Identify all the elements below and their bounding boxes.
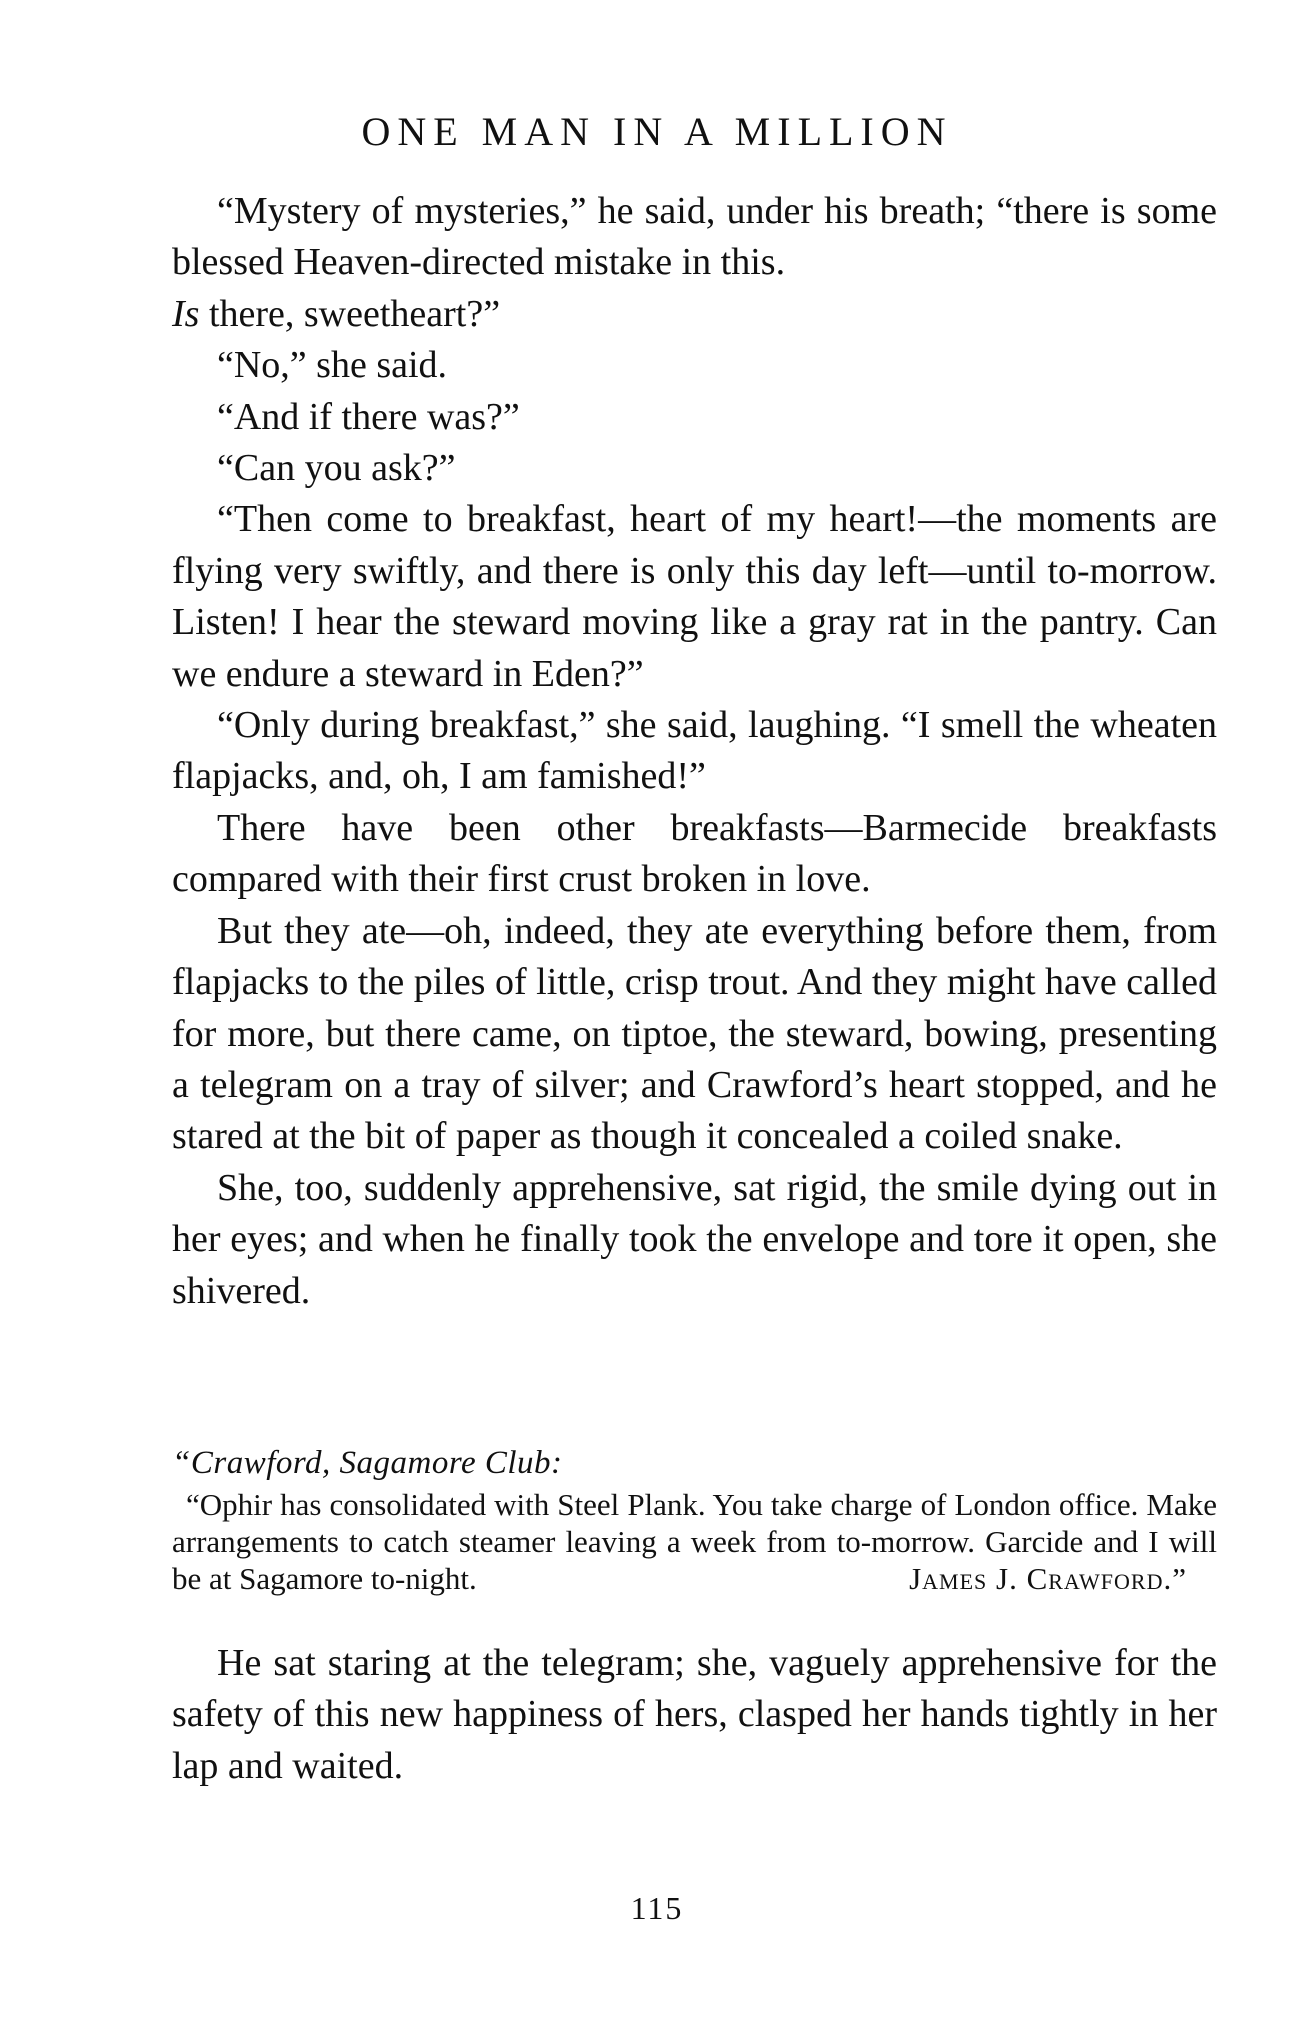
- closing-text: [172, 1638, 1217, 1792]
- paragraph-1-continued-text: there, sweetheart?”: [208, 292, 501, 335]
- paragraph-5: “Then come to breakfast, heart of my heart!—the moments are flying very swiftly, and there is only this day left—until to-morrow. Listen! I hear the steward moving like a gray rat in the pantry. Can we endure a steward in Eden?”: [172, 498, 1217, 695]
- emphasis-word: Is: [172, 292, 200, 335]
- telegram-address: “Crawford, Sagamore Club:: [172, 1445, 563, 1481]
- paragraph-1-continued: [172, 289, 1217, 340]
- page-number: 115: [630, 1890, 684, 1926]
- closing-paragraph: He sat staring at the telegram; she, vaguely apprehensive for the safety of this new happiness of hers, clasped her hands tightly in her lap and waited.: [172, 1642, 1217, 1787]
- telegram: [172, 1442, 1217, 1597]
- paragraph-3: “And if there was?”: [217, 395, 520, 438]
- paragraph-6: “Only during breakfast,” she said, laughing. “I smell the wheaten flapjacks, and, oh, I am famished!”: [172, 704, 1217, 798]
- telegram-body: “Ophir has consolidated with Steel Plank. You take charge of London office. Make arrangements to catch steamer leaving a week from to-morrow. Garcide and I will be at Sagamore to-night.: [172, 1487, 1217, 1596]
- running-head: ONE MAN IN A MILLION: [361, 109, 953, 154]
- paragraph-1-text: “Mystery of mysteries,” he said, under his breath; “there is some blessed Heaven-directed mistake in this.: [172, 190, 1217, 284]
- body-text: [172, 186, 1217, 1317]
- paragraph-4: “Can you ask?”: [217, 447, 456, 490]
- paragraph-7: There have been other breakfasts—Barmecide breakfasts compared with their first crust broken in love.: [172, 806, 1217, 901]
- telegram-signature: James J. Crawford.”: [909, 1561, 1187, 1596]
- paragraph-9: She, too, suddenly apprehensive, sat rigid, the smile dying out in her eyes; and when he finally took the envelope and tore it open, she shivered.: [172, 1166, 1217, 1312]
- paragraph-8: But they ate—oh, indeed, they ate everything before them, from flapjacks to the piles of little, crisp trout. And they might have called for more, but there came, on tiptoe, the steward, bowing, presenting a telegram on a tray of silver; and Crawford’s heart stopped, and he stared at the bit of paper as though it concealed a coiled snake.: [172, 909, 1217, 1158]
- paragraph-1: [172, 186, 1217, 289]
- paragraph-2: “No,” she said.: [217, 344, 448, 387]
